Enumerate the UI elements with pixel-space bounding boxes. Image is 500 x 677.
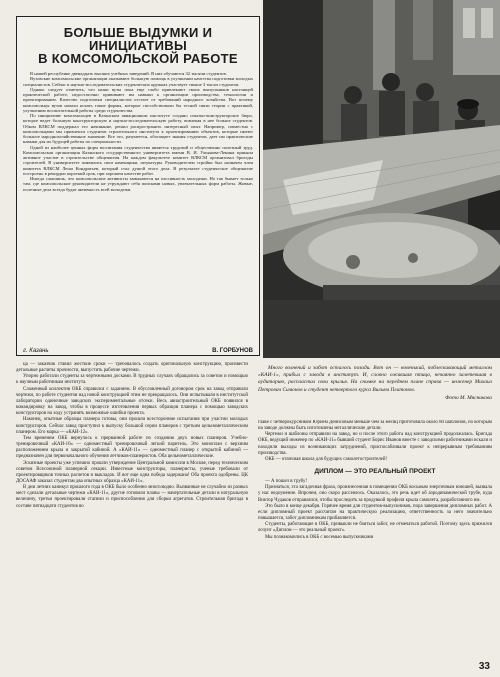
box-paragraph: Вузовские комсомольские организации оказывают большую помощь в улучшении качества подготовки молодых специалистов. Сейчас в научно-исследовательских студенческих кружках участвует свыше 3 тысяч студентов. xyxy=(23,76,253,87)
article-paragraph: Упорно работали студенты за чертежными досками. В трудных случаях обращались за советом и помощью к научным работникам института. xyxy=(16,374,248,386)
photo-credit: Фото М. Мясникова xyxy=(445,394,492,401)
article-paragraph: Мы познакомились в ОКБ с восемью выпускниками xyxy=(265,534,374,540)
article-paragraph: Студенты, работающие в ОКБ, привыкли не бояться забот, не отмечаться работой. Поэтому здесь прижился лозунг «Диплом — это реальный проект». xyxy=(258,522,492,534)
section-heading: ДИПЛОМ — ЭТО РЕАЛЬНЫЙ ПРОЕКТ xyxy=(314,468,436,476)
photo-caption xyxy=(258,365,492,402)
sidebar-article-box xyxy=(16,16,260,356)
box-author: В. ГОРБУНОВ xyxy=(212,348,253,354)
box-paragraph: Однако следует отметить, что наши вузы пока еще слабо привлекают своих выпускников настоящей практической работе, недостаточно прививают им навыки к организации производства, технологии и проектированию. Качество подготовки специалистов отстает от требований народного хозяйства. Вот почему комсомольцы вузов начали искать такие формы, которые способствовали бы тесной связи теории с практикой, улучшению воспитательной работы среди студенчества. xyxy=(23,86,253,113)
box-city: г. Казань xyxy=(23,348,49,354)
article-paragraph: Слаженный коллектив ОКБ справился с заданием. В обусловленный договором срок на завод отправили чертежи, по работе студентов над новой конструкцией этим не прекращалось. Они испытывали в институтской лаборатории одиночные заводских экспериментальные отсеки. Весь авиастроительный ОКБ появился в командировку на завод, чтобы в процессе изготовления первых образцов планера с помощью заводских конструкторов на ходу устранять возможные ошибки проекта. xyxy=(16,386,248,417)
box-paragraph: По инициативе комсомольцев в Казанском авиационном институте создано опытно-конструкторское бюро, которое ведет большую конструкторскую и научно-исследовательскую работу, вовлекая в нее больше студентов. Обком ВЛКСМ поддержал это начинание, решил распространить интересный опыт. Например, совместно с комсомольцами мы привлекли студентов строительного института к проектированию объектов, которые имеют большое народнохозяйственное значение. Все это, разумеется, обогащает знания студентов, дает им практические навыки для их будущей работы по специальности. xyxy=(23,113,253,145)
article-paragraph: Чертежи и шаблоны отправили на завод, но и после этого работа над конструкцией продолжалась. Бригада ОКБ, ведущий инженер по «КАИ-11» бывший студент Борис Иванов вместе с заводскими работниками искали и находили выходы из возникающих затруднений, приспосабливали проект к непрерывным требованиям производства. xyxy=(258,432,492,456)
article-paragraph: Эскизные проекты уже успешно прошли утверждение Центральной комиссии в Москве, перед техническим советом Всесоюзной планерной секции. Известные конструкторы, планеристы, ученые требовали от проектировщиков точных расчетов и выкладок. И вот еще одна победа задержана! Оба проекта одобрены. ЦК ДОСААФ заказал студентам два опытных образца «КАИ-11». xyxy=(16,460,248,484)
article-paragraph: Наконец, опытные образцы планера готовы, они прошли всесторонние испытания при участии молодых конструкторов. Сейчас завод приступил к выпуску большой серии планеров с третьим цельнометаллическим планером. Его марка — «КАИ-12». xyxy=(16,417,248,435)
box-title-line-3: В КОМСОМОЛЬСКОЙ РАБОТЕ xyxy=(38,51,238,66)
article-paragraph: главе с четверокурсником Юрием Денисовым меньше чем за месяц приготовила около 80 шаблонов, по которым на заводе должны быть изготовлены металлические детали. xyxy=(258,420,492,432)
article-paragraph: ОКБ — отличная школа для будущих самолетостроителей! xyxy=(265,456,388,462)
article-paragraph: — А пошел в трубу! xyxy=(265,479,307,485)
article-paragraph: Признаться, эта загадочная фраза, произнесенная в помещении ОКБ восьмым энергичным юношей, вызвала у нас недоумение. Впрочем, оно скоро рассеялось. Оказалось, это речь идет об аэродинамической трубе, куда Виктор Чудаков отправлялся, чтобы проследить за продувкой профиля крыла самолета, разработанного им. xyxy=(258,485,492,503)
article-paragraph: Это было в конце декабря. Горячее время для студентов-выпускников, пора завершения дипломных работ. А если дипломный проект рассчитан на практическую реализацию, ответственность за него значительно повышается, забот дипломникам прибавляется. xyxy=(258,503,492,522)
article-right-column xyxy=(258,420,492,666)
caption-text: Много волнений и забот осталось позади. Вот он — новенький, поблескивающий металлом «КАИ-1», прибыл с завода в институт. И, словно ожившая птица, нечаянно залетевшая в аудиторию, распластал свои крылья. На снимке на переднем плане справа — инженер Михаил Петрович Симонов и студент четвертого курса Вильям Платонов. xyxy=(258,365,492,393)
article-paragraph: ца — заказчик ставил жесткие сроки — требовалось создать оригинальную конструкцию, произвести детальные расчеты прочности, выпустить рабочие чертежи. xyxy=(16,362,248,374)
photo-illustration xyxy=(263,0,500,358)
box-body-text xyxy=(23,71,253,342)
box-signature-line xyxy=(23,348,253,354)
article-paragraph: В дни летних каникул прошлого года в ОКБ было особенно многолюдно. Вызванные не случайно из разных мест сделали детальные чертежи «КАИ-11», другие готовили планы — начертательные детали в натуральную величину, третьи проектировали стапели и приспособления для сборки агрегатов. Строительная бригада в составе пятнадцати студентов во xyxy=(16,485,248,509)
box-paragraph: Одной из наиболее ценных форм воспитания студенчества является трудовой и общественно полезный труд. Комсомольская организация Казанского государственного университета имени В. И. Ульянова-Ленина приняла активное участие в строительстве общежития. На каждом факультете комитет ВЛКСМ организовал бригады строителей. В университете появились свои каменщики, штукатуры. Руководителем стройки был назначен член комитета ВЛКСМ Леша Кондратьев, который стал душой этого дела. В результате студенческое общежитие построено в рекордно короткий срок, при хорошем качестве работ. xyxy=(23,144,253,176)
box-title-line-1: БОЛЬШЕ ВЫДУМКИ И xyxy=(63,25,213,40)
box-paragraph: Иногда слышишь, что комсомольские активисты замыкаются на пассивность молодежи. Но так бывает только там, где комсомольские руководители не утруждают себя поисками новых, увлекательных форм работы. Живые, полезные дела всегда будят активность всей молодежи. xyxy=(23,176,253,192)
box-title xyxy=(23,26,253,65)
photo-students-with-airplane xyxy=(263,0,500,358)
article-paragraph: Тем временем ОКБ вернулось к прерванной работе по созданию двух новых планеров. Учебно-тренировочный «КАИ-10» — одноместный тренировочный легкий паритель. Это моноплан с верхним расположением крыла и закрытой кабиной. А «КАИ-11» — одноместный планер с открытой кабиной — предназначен для первоначального обучения летчиков-планеристов. Оба цельнометаллические. xyxy=(16,435,248,460)
page-number: 33 xyxy=(478,661,490,672)
box-title-line-2: ИНИЦИАТИВЫ xyxy=(88,38,188,53)
article-left-column xyxy=(16,362,248,664)
box-paragraph: В нашей республике двенадцать высших учебных заведений. В них обучаются 32 тысячи студентов. xyxy=(30,71,227,76)
